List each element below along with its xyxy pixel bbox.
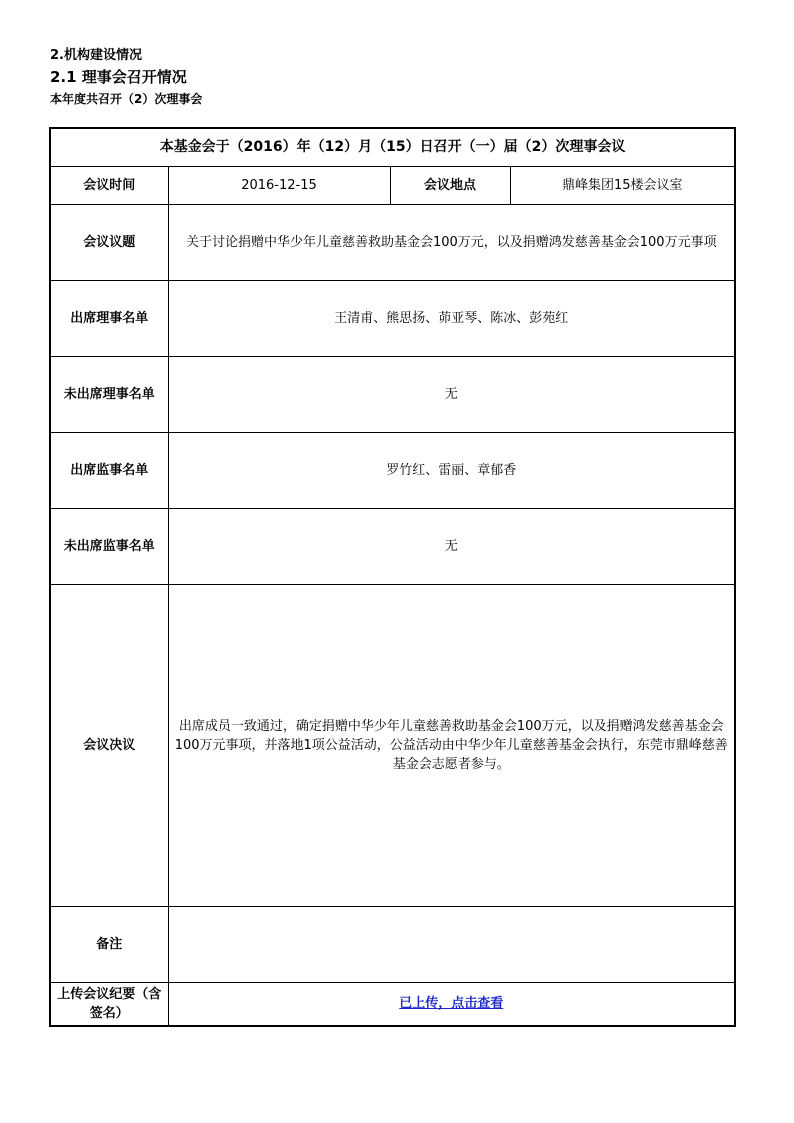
meeting-topic-label: 会议议题 [50,204,168,280]
present-directors-value: 王清甫、熊思扬、茆亚琴、陈冰、彭苑红 [168,280,735,356]
table-row [50,906,735,982]
absent-directors-label: 未出席理事名单 [50,356,168,432]
present-supervisors-value: 罗竹红、雷丽、章郁香 [168,432,735,508]
remarks-label: 备注 [50,906,168,982]
upload-minutes-label: 上传会议纪要（含签名） [50,982,168,1026]
present-supervisors-label: 出席监事名单 [50,432,168,508]
meeting-place-label: 会议地点 [390,166,510,204]
table-row [50,584,735,906]
upload-minutes-cell [168,982,735,1026]
meeting-topic-value: 关于讨论捐赠中华少年儿童慈善救助基金会100万元，以及捐赠鸿发慈善基金会100万元事项 [168,204,735,280]
subsection-heading: 2.1 理事会召开情况 [50,68,187,86]
absent-directors-value: 无 [168,356,735,432]
present-directors-label: 出席理事名单 [50,280,168,356]
table-row [50,204,735,280]
absent-supervisors-value: 无 [168,508,735,584]
table-row [50,356,735,432]
section-heading: 2.机构建设情况 [50,48,142,63]
meeting-place-value: 鼎峰集团15楼会议室 [510,166,735,204]
table-row [50,508,735,584]
absent-supervisors-label: 未出席监事名单 [50,508,168,584]
meeting-time-value: 2016-12-15 [168,166,390,204]
table-row [50,128,735,166]
resolution-value: 出席成员一致通过，确定捐赠中华少年儿童慈善救助基金会100万元，以及捐赠鸿发慈善基金会100万元事项，并落地1项公益活动，公益活动由中华少年儿童慈善基金会执行，东莞市鼎峰慈善基金会志愿者参与。 [168,584,735,906]
meeting-count-summary: 本年度共召开（2）次理事会 [50,92,203,106]
table-row [50,432,735,508]
view-uploaded-minutes-link[interactable]: 已上传，点击查看 [399,996,504,1012]
table-row [50,166,735,204]
meeting-title: 本基金会于（2016）年（12）月（15）日召开（一）届（2）次理事会议 [50,128,735,166]
resolution-label: 会议决议 [50,584,168,906]
table-row [50,280,735,356]
table-row [50,982,735,1026]
meeting-time-label: 会议时间 [50,166,168,204]
remarks-value [168,906,735,982]
meeting-minutes-table [49,127,736,1027]
